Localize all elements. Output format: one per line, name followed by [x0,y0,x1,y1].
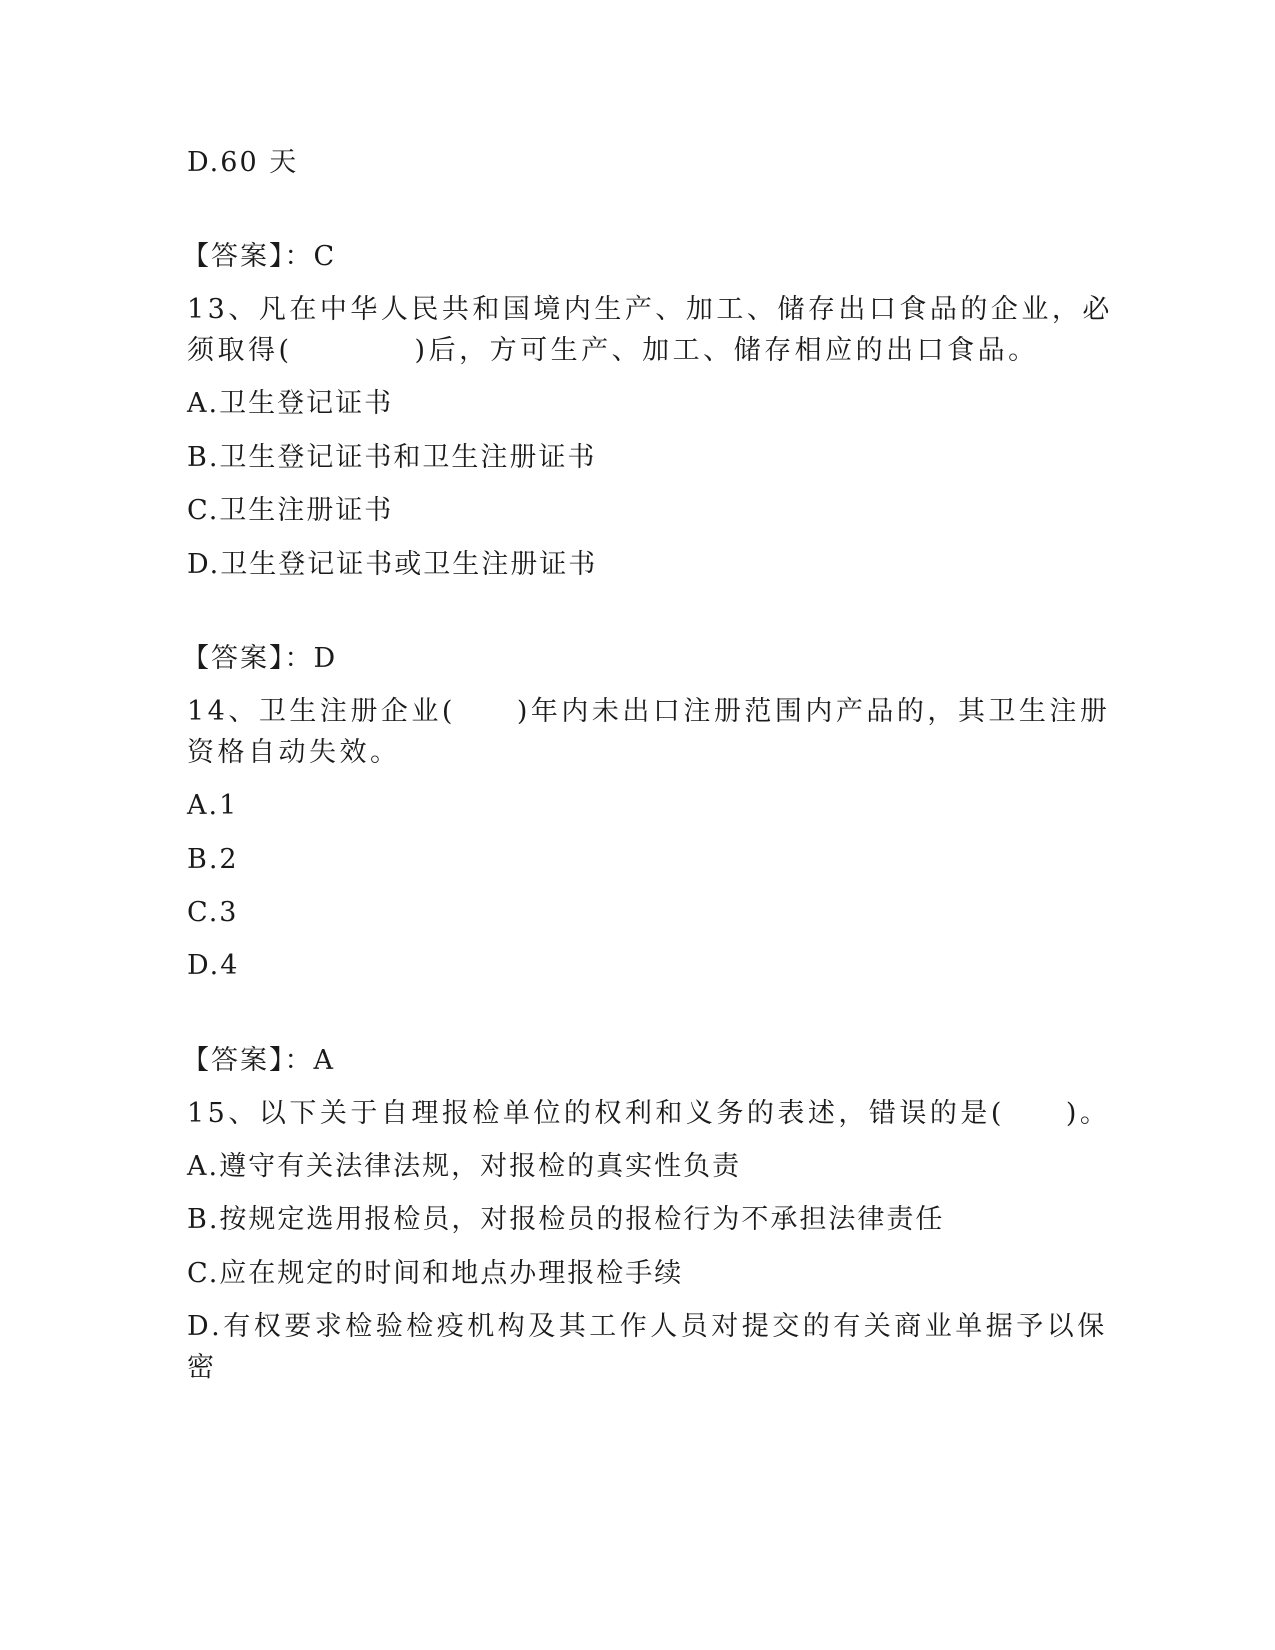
question-13-option-b: B.卫生登记证书和卫生注册证书 [187,442,597,473]
option-d-prev-question: D.60 天 [187,147,299,178]
question-14-text-line-1: 14、卫生注册企业( )年内未出口注册范围内产品的，其卫生注册 [187,696,1111,727]
question-13-option-a: A.卫生登记证书 [187,388,394,419]
question-13-option-d: D.卫生登记证书或卫生注册证书 [187,549,598,580]
question-14-text-line-2: 资格自动失效。 [187,737,401,768]
question-15-option-d-line-2: 密 [187,1352,216,1383]
question-13-text-line-1: 13、凡在中华人民共和国境内生产、加工、储存出口食品的企业，必 [187,294,1113,325]
answer-question-12: 【答案】：C [182,241,337,272]
question-13-text-line-2: 须取得( )后，方可生产、加工、储存相应的出口食品。 [187,335,1039,366]
question-15-option-c: C.应在规定的时间和地点办理报检手续 [187,1258,684,1289]
answer-question-14: 【答案】：A [182,1045,335,1076]
question-14-option-b: B.2 [187,844,239,875]
question-14-option-c: C.3 [187,897,239,928]
question-15-option-d-line-1: D.有权要求检验检疫机构及其工作人员对提交的有关商业单据予以保 [187,1311,1108,1342]
question-15-option-a: A.遵守有关法律法规，对报检的真实性负责 [187,1151,742,1182]
answer-question-13: 【答案】：D [182,643,338,674]
question-13-option-c: C.卫生注册证书 [187,495,394,526]
question-14-option-a: A.1 [187,790,239,821]
question-14-option-d: D.4 [187,950,240,981]
question-15-text: 15、以下关于自理报检单位的权利和义务的表述，错误的是( )。 [187,1098,1111,1129]
question-15-option-b: B.按规定选用报检员，对报检员的报检行为不承担法律责任 [187,1204,945,1235]
